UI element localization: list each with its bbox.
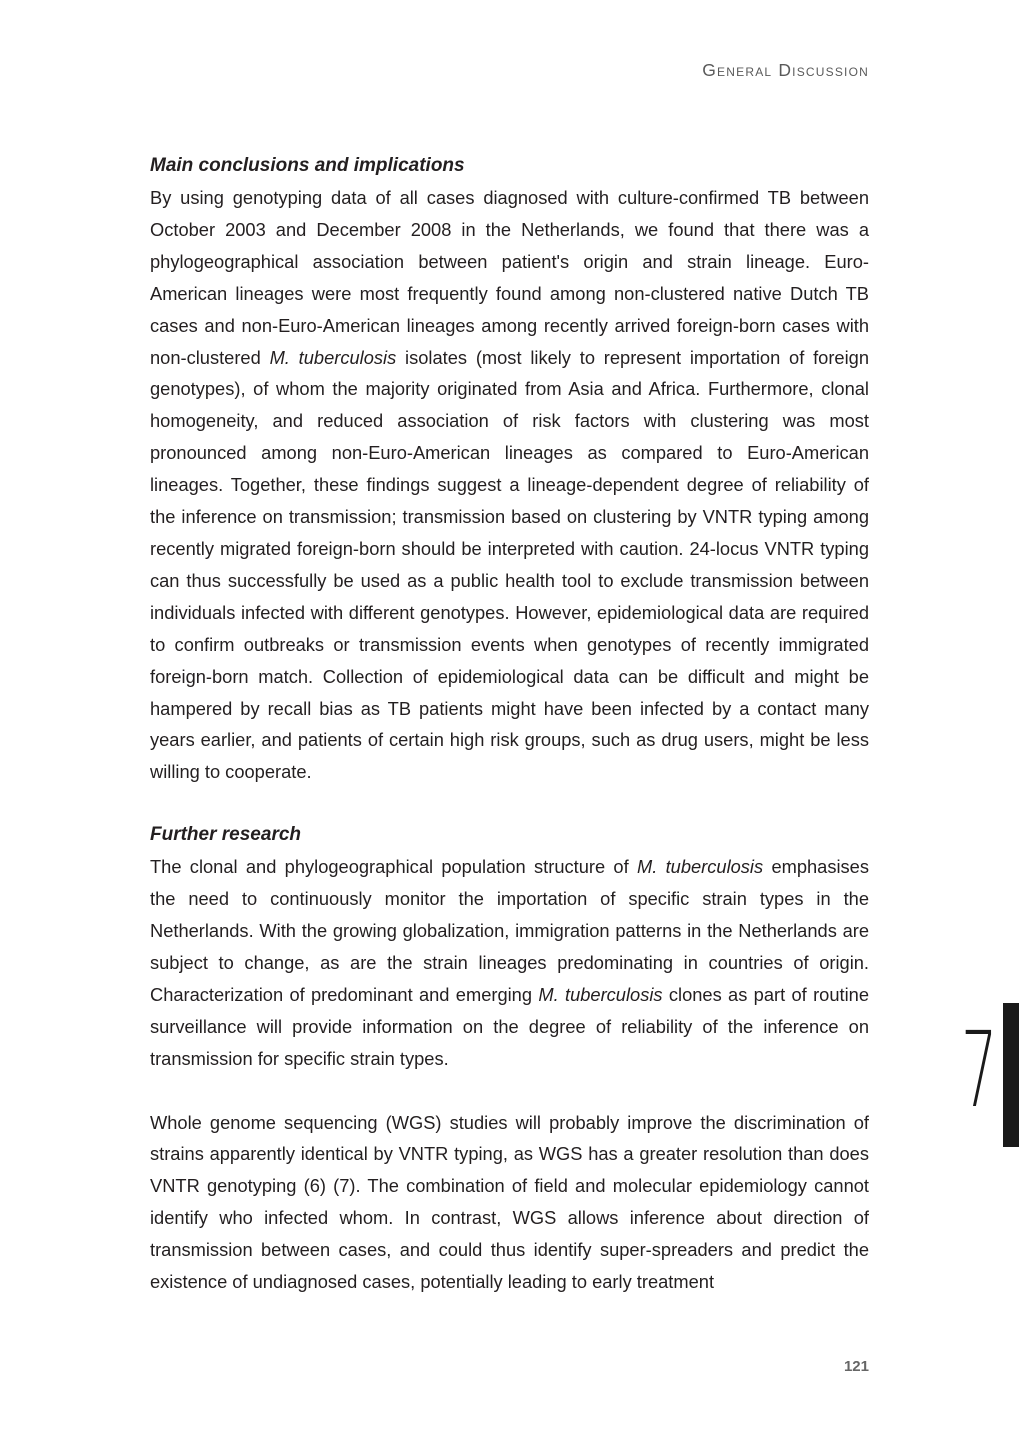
page-body xyxy=(150,150,869,1298)
chapter-number: 7 xyxy=(961,1009,998,1131)
running-header: General Discussion xyxy=(702,60,869,80)
section-spacer xyxy=(150,788,869,819)
section-heading-further-research: Further research xyxy=(150,824,302,846)
paragraph-further-research-2: Whole genome sequencing (WGS) studies will probably improve the discrimination of strains apparently identical by VNTR typing, as WGS has a greater resolution than does VNTR genotyping (6) (7). The combination of field and molecular epidemiology cannot identify who infected whom. In contrast, WGS allows inference about direction of transmission between cases, and could thus identify super-spreaders and predict the existence of undiagnosed cases, potentially leading to early treatment xyxy=(150,1111,869,1293)
chapter-thumb-tab xyxy=(1003,1003,1019,1147)
paragraph-spacer xyxy=(150,1075,869,1107)
paragraph-further-research-1: The clonal and phylogeographical population structure of M. tuberculosis emphasises the need to continuously monitor the importation of specific strain types in the Netherlands. With the growing globalization, immigration patterns in the Netherlands are subject to change, as are the strain lineages predominating in countries of origin. Characterization of predominant and emerging M. tuberculosis clones as part of routine surveillance will provide information on the degree of reliability of the inference on transmission for specific strain types. xyxy=(150,856,869,1069)
page-number: 121 xyxy=(843,1358,869,1375)
section-heading-conclusions: Main conclusions and implications xyxy=(150,155,465,176)
paragraph-conclusions: By using genotyping data of all cases diagnosed with culture-confirmed TB between October 2003 and December 2008 in the Netherlands, we found that there was a phylogeographical association between patient's origin and strain lineage. Euro-American lineages were most frequently found among non-clustered native Dutch TB cases and non-Euro-American lineages among recently arrived foreign-born cases with non-clustered M. tuberculosis isolates (most likely to represent importation of foreign genotypes), of whom the majority originated from Asia and Africa. Furthermore, clonal homogeneity, and reduced association of risk factors with clustering was most pronounced among non-Euro-American lineages as compared to Euro-American lineages. Together, these findings suggest a lineage-dependent degree of reliability of the inference on transmission; transmission based on clustering by VNTR typing among recently migrated foreign-born should be interpreted with caution. 24-locus VNTR typing can thus successfully be used as a public health tool to exclude transmission between individuals infected with different genotypes. However, epidemiological data are required to confirm outbreaks or transmission events when genotypes of recently immigrated foreign-born match. Collection of epidemiological data can be difficult and might be hampered by recall bias as TB patients might have been infected by a contact many years earlier, and patients of certain high risk groups, such as drug users, might be less willing to cooperate. xyxy=(150,187,869,783)
